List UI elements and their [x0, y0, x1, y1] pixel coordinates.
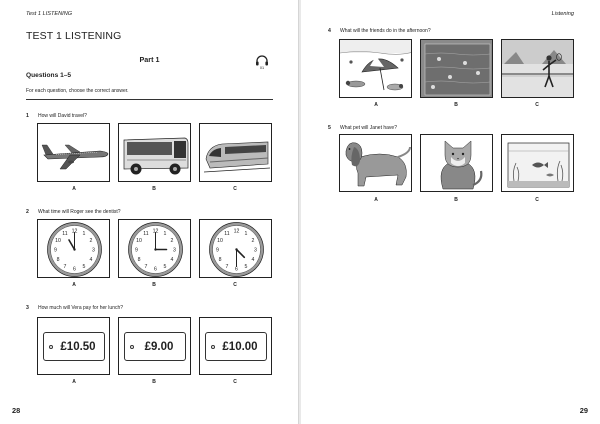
fish-tank-picture[interactable] [501, 134, 574, 192]
clock-c-picture[interactable] [199, 219, 272, 278]
svg-text:10: 10 [217, 238, 223, 244]
svg-text:8: 8 [218, 257, 222, 263]
clock-a-picture[interactable] [37, 219, 110, 278]
svg-text:12: 12 [71, 228, 78, 235]
option-label: A [72, 186, 76, 192]
price-a-picture[interactable] [37, 317, 110, 375]
train-picture[interactable] [199, 123, 272, 182]
option-label: A [72, 282, 76, 288]
option-label: C [233, 379, 237, 385]
page-number: 28 [12, 406, 21, 415]
option-label: B [454, 197, 458, 203]
tag-hole [49, 345, 53, 349]
svg-text:2: 2 [170, 238, 174, 244]
svg-text:3: 3 [254, 247, 257, 254]
question-text: What will the friends do in the afternoon? [340, 28, 431, 34]
tag-hole [211, 345, 215, 349]
svg-text:10: 10 [136, 238, 142, 244]
price-tag [43, 332, 105, 361]
question-number: 2 [26, 209, 29, 215]
option-label: C [535, 102, 539, 108]
question-text: How much will Vera pay for her lunch? [38, 305, 124, 311]
page-number: 29 [579, 406, 588, 415]
svg-text:5: 5 [82, 263, 86, 270]
option-label: B [152, 379, 156, 385]
option-label: C [233, 186, 237, 192]
option-label: C [535, 197, 539, 203]
svg-text:8: 8 [56, 257, 60, 263]
option-label: A [374, 102, 378, 108]
svg-text:7: 7 [225, 263, 229, 270]
svg-text:12: 12 [152, 228, 159, 235]
option-label: B [454, 102, 458, 108]
svg-text:7: 7 [63, 263, 67, 270]
svg-text:5: 5 [163, 263, 167, 270]
option-label: C [233, 282, 237, 288]
tennis-picture[interactable] [501, 39, 574, 98]
svg-text:8: 8 [137, 257, 141, 263]
price-value: £10.50 [60, 340, 96, 353]
svg-text:9: 9 [54, 247, 57, 254]
svg-text:11: 11 [143, 231, 149, 238]
price-tag [124, 332, 186, 361]
divider-rule [26, 99, 273, 100]
svg-text:7: 7 [144, 263, 148, 270]
svg-text:4: 4 [89, 257, 93, 263]
question-number: 1 [26, 113, 29, 119]
price-b-picture[interactable] [118, 317, 191, 375]
bus-picture[interactable] [118, 123, 191, 182]
question-text: How will David travel? [38, 113, 87, 119]
questions-heading: Questions 1–5 [26, 72, 72, 79]
left-page [0, 0, 299, 424]
svg-text:1: 1 [82, 231, 86, 238]
test-title: TEST 1 LISTENING [26, 30, 122, 42]
svg-text:5: 5 [244, 263, 248, 270]
question-text: What pet will Janet have? [340, 125, 397, 131]
svg-text:3: 3 [173, 247, 176, 254]
svg-text:11: 11 [62, 231, 68, 238]
price-tag [205, 332, 267, 361]
question-number: 5 [328, 125, 331, 131]
svg-text:2: 2 [89, 238, 93, 244]
clock-b-picture[interactable] [118, 219, 191, 278]
svg-text:12: 12 [233, 228, 240, 235]
svg-text:4: 4 [251, 257, 255, 263]
svg-text:6: 6 [73, 266, 76, 273]
option-label: A [374, 197, 378, 203]
svg-text:2: 2 [251, 238, 255, 244]
question-text: What time will Roger see the dentist? [38, 209, 121, 215]
tag-hole [130, 345, 134, 349]
audio-track-number: 01 [259, 66, 265, 70]
dog-picture[interactable] [339, 134, 412, 192]
part-title: Part 1 [139, 55, 160, 64]
svg-text:11: 11 [224, 231, 230, 238]
airplane-picture[interactable] [37, 123, 110, 182]
running-head: Listening [551, 11, 574, 17]
right-page [301, 0, 600, 424]
question-number: 3 [26, 305, 29, 311]
swimming-pool-picture[interactable] [420, 39, 493, 98]
svg-text:1: 1 [163, 231, 167, 238]
beach-picture[interactable] [339, 39, 412, 98]
question-number: 4 [328, 28, 331, 34]
instruction-text: For each question, choose the correct answer. [26, 88, 129, 94]
option-label: B [152, 282, 156, 288]
svg-text:4: 4 [170, 257, 174, 263]
option-label: A [72, 379, 76, 385]
svg-text:3: 3 [92, 247, 95, 254]
svg-text:9: 9 [135, 247, 138, 254]
svg-text:1: 1 [244, 231, 248, 238]
option-label: B [152, 186, 156, 192]
svg-text:9: 9 [216, 247, 219, 254]
price-c-picture[interactable] [199, 317, 272, 375]
running-head: Test 1 LISTENING [26, 11, 73, 17]
svg-text:6: 6 [235, 266, 238, 273]
svg-text:6: 6 [154, 266, 157, 273]
price-value: £9.00 [144, 340, 174, 353]
cat-picture[interactable] [420, 134, 493, 192]
price-value: £10.00 [222, 340, 258, 353]
svg-text:10: 10 [55, 238, 61, 244]
